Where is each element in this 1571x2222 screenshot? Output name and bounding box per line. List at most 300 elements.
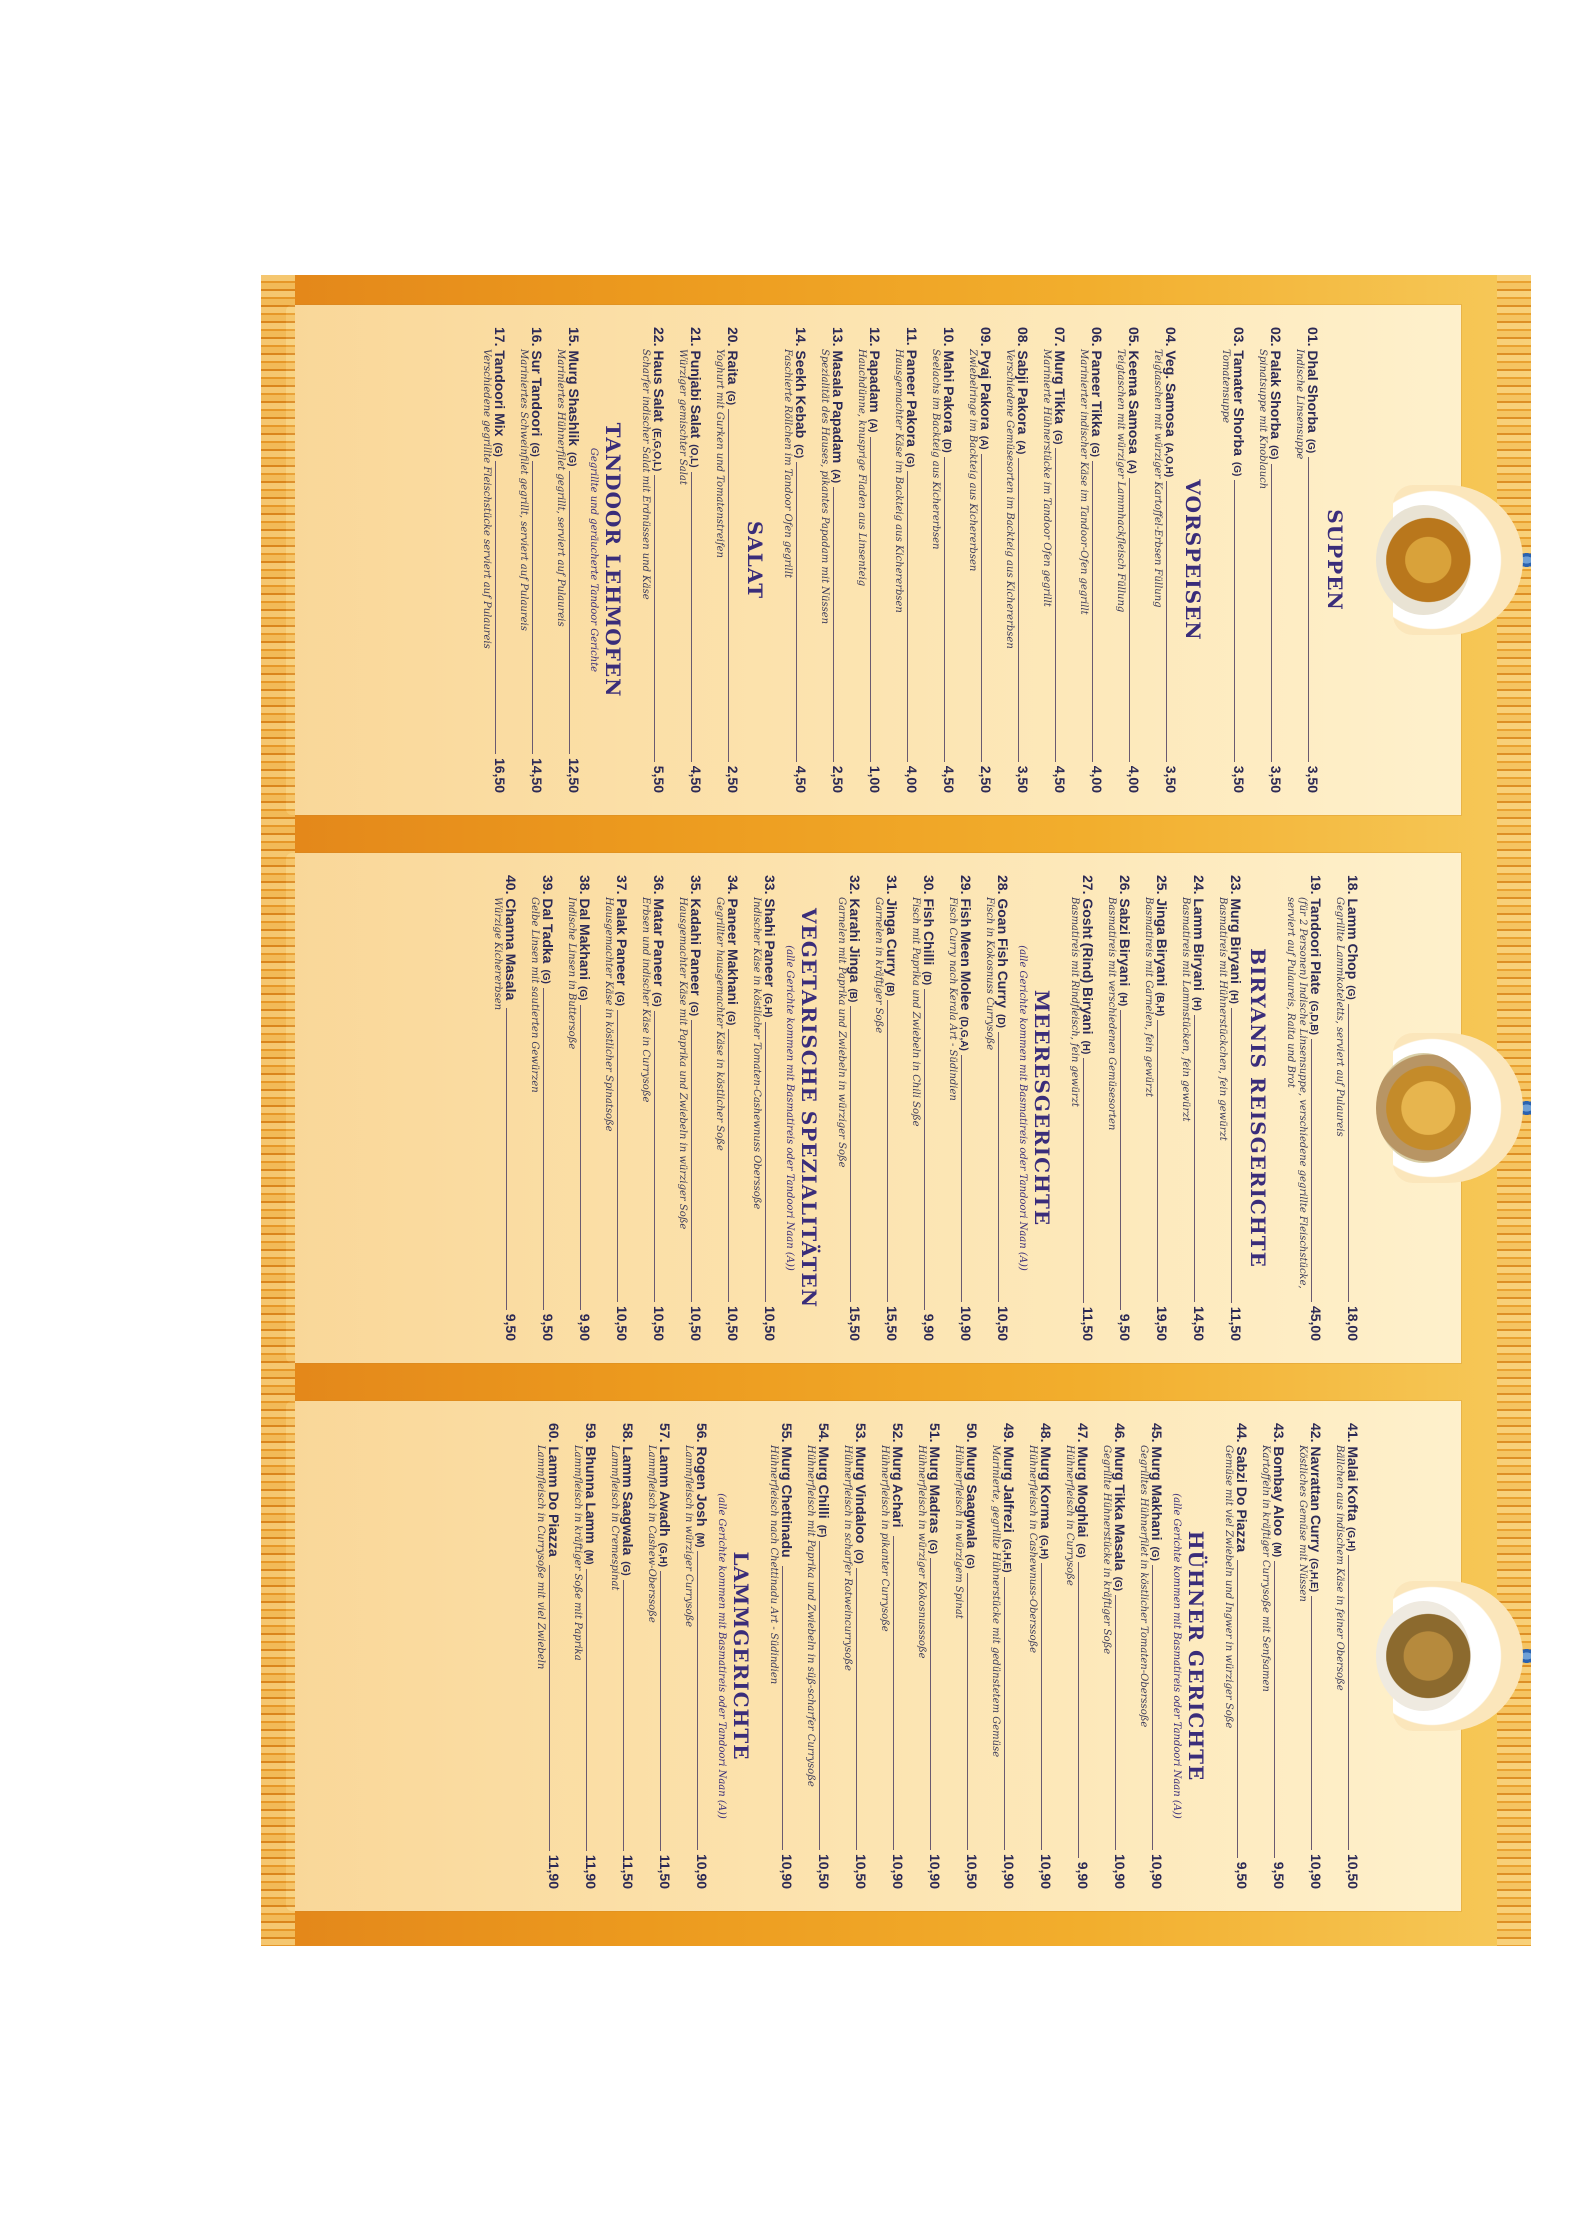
- menu-item-price: 4,50: [793, 765, 809, 793]
- menu-item-price: 9,90: [921, 1313, 937, 1341]
- menu-item-line: [779, 1423, 795, 1889]
- menu-item-description: (für 2 Personen) Indische Linsensuppe, verschiedene gegrillte Fleischstücke, serviert auf Pulaureis, Raita und Brot: [1285, 897, 1308, 1289]
- allergen-code: (E,G,O,L): [651, 427, 662, 472]
- menu-item-price: 9,50: [1117, 1313, 1133, 1341]
- allergen-code: (O,L): [688, 444, 699, 468]
- dotted-leader: [1237, 1560, 1238, 1858]
- menu-item-name: 12. Papadam: [867, 327, 883, 413]
- menu-item-description: Hühnerfleisch in würzigem Spinat: [953, 1445, 964, 1619]
- dotted-leader: [967, 1573, 968, 1850]
- menu-item-price: 3,50: [1305, 765, 1321, 793]
- menu-item-name: 45. Murg Makhani: [1149, 1423, 1165, 1541]
- menu-item-description: Lammfleisch in kräftiger Soße mit Paprika: [572, 1445, 583, 1661]
- allergen-code: (F): [816, 1524, 827, 1538]
- menu-item-line: [1191, 875, 1207, 1341]
- dotted-leader: [580, 1005, 581, 1310]
- menu-item-name: 24. Lamm Biryani: [1191, 875, 1207, 991]
- menu-item-name: 25. Jinga Biryani: [1154, 875, 1170, 987]
- menu-item-line: [1154, 875, 1170, 1341]
- menu-item-line: [1308, 1423, 1324, 1889]
- menu-item-price: 4,50: [941, 765, 957, 793]
- allergen-code: (A): [830, 469, 841, 484]
- allergen-code: (G): [1305, 438, 1316, 454]
- menu-item-name: 54. Murg Chilli: [816, 1423, 832, 1519]
- menu-item-description: Hühnerfleisch in Cashewnuss-Oberssoße: [1027, 1445, 1038, 1654]
- allergen-code: (A,O,H): [1163, 442, 1174, 478]
- menu-item: [878, 1423, 906, 1889]
- menu-item: [1296, 1423, 1324, 1889]
- menu-item: [639, 327, 667, 793]
- menu-item-name: 50. Murg Saagwala: [964, 1423, 980, 1549]
- menu-item-price: 4,00: [904, 765, 920, 793]
- menu-item-name: 40. Channa Masala: [503, 875, 519, 1001]
- dotted-leader: [833, 487, 834, 762]
- allergen-code: (G): [1268, 445, 1279, 460]
- menu-item-name: 49. Murg Jalfrezi: [1001, 1423, 1017, 1533]
- menu-item: [1259, 1423, 1287, 1889]
- menu-item-name: 28. Goan Fish Curry: [995, 875, 1011, 1009]
- menu-item-name: 30. Fish Chilli: [921, 875, 937, 966]
- menu-item-line: [688, 327, 704, 793]
- dotted-leader: [728, 1029, 729, 1302]
- menu-item: [767, 1423, 795, 1889]
- menu-item-description: Gegrilltes Hühnerfilet in köstlicher Tomaten-Oberssoße: [1138, 1445, 1149, 1728]
- dotted-leader: [1311, 1039, 1312, 1302]
- menu-item-line: [492, 327, 508, 793]
- menu-item-price: 16,50: [492, 757, 508, 793]
- menu-item: [841, 1423, 869, 1889]
- dotted-leader: [796, 462, 797, 762]
- menu-item-line: [978, 327, 994, 793]
- menu-item-price: 11,90: [546, 1854, 562, 1889]
- menu-item-price: 2,50: [725, 765, 741, 793]
- menu-item-price: 10,90: [1038, 1853, 1054, 1889]
- menu-item-name: 34. Paneer Makhani: [725, 875, 741, 1005]
- allergen-code: (C): [793, 444, 804, 459]
- menu-item-line: [921, 875, 937, 1341]
- menu-item-line: [904, 327, 920, 793]
- menu-item: [713, 327, 741, 793]
- menu-item-line: [1231, 327, 1247, 793]
- menu-item-name: 32. Karahi Jinga: [847, 875, 863, 983]
- menu-item: [1040, 327, 1068, 793]
- allergen-code: (D): [921, 971, 932, 986]
- menu-item-line: [620, 1423, 636, 1889]
- menu-item-price: 3,50: [1163, 765, 1179, 793]
- menu-item-line: [529, 327, 545, 793]
- allergen-code: (G,H,E): [1308, 1558, 1319, 1593]
- menu-item-name: 23. Murg Biryani: [1228, 875, 1244, 984]
- menu-item-line: [1228, 875, 1244, 1341]
- menu-item-line: [540, 875, 556, 1341]
- menu-item-line: [1268, 327, 1284, 793]
- menu-item: [1142, 875, 1170, 1341]
- section-title: HÜHNER GERICHTE: [1184, 1530, 1208, 1782]
- menu-item-price: 2,50: [978, 765, 994, 793]
- menu-item-name: 47. Murg Moghlai: [1075, 1423, 1091, 1538]
- menu-item-line: [847, 875, 863, 1341]
- allergen-code: (G): [1089, 442, 1100, 457]
- menu-item-line: [694, 1423, 710, 1889]
- menu-item-price: 4,50: [1052, 765, 1068, 793]
- menu-item-name: 35. Kadahi Paneer: [688, 875, 704, 996]
- menu-item-name: 04. Veg. Samosa: [1163, 327, 1179, 437]
- dotted-leader: [654, 1011, 655, 1302]
- menu-item-line: [566, 327, 582, 793]
- menu-item-price: 10,50: [725, 1305, 741, 1341]
- menu-panel-right: [286, 1401, 1461, 1911]
- menu-item: [639, 875, 667, 1341]
- allergen-code: (G): [577, 986, 588, 1001]
- menu-item: [1105, 875, 1133, 1341]
- menu-item-name: 22. Haus Salat: [651, 327, 667, 422]
- menu-item-price: 9,90: [1075, 1861, 1091, 1889]
- dotted-leader: [1194, 1015, 1195, 1302]
- menu-item-name: 43. Bombay Aloo: [1271, 1423, 1287, 1537]
- menu-item-description: Indische Linsen in Buttersoße: [566, 897, 577, 1050]
- menu-item-description: Kartoffeln in kräftiger Currysoße mit Senfsamen: [1260, 1445, 1271, 1692]
- section-title: SUPPEN: [1323, 509, 1347, 611]
- menu-item: [645, 1423, 673, 1889]
- menu-item-description: Basmatireis mit Garnelen, fein gewürzt: [1143, 897, 1154, 1098]
- menu-item-description: Hauchdünne, knusprige Fladen aus Linsenteig: [856, 349, 867, 587]
- menu-item: [915, 1423, 943, 1889]
- dotted-leader: [1129, 478, 1130, 762]
- menu-item-name: 20. Raita: [725, 327, 741, 385]
- menu-item-price: 10,90: [890, 1853, 906, 1889]
- dotted-leader: [1018, 458, 1019, 761]
- menu-item-price: 10,50: [614, 1305, 630, 1341]
- allergen-code: (B): [884, 982, 895, 997]
- dotted-leader: [1083, 1058, 1084, 1302]
- dotted-leader: [924, 989, 925, 1310]
- menu-item-line: [793, 327, 809, 793]
- menu-item-description: Hühnerfleisch in würziger Kokosnusssoße: [916, 1445, 927, 1659]
- menu-item-line: [725, 875, 741, 1341]
- dotted-leader: [617, 1010, 618, 1302]
- menu-item-line: [1112, 1423, 1128, 1889]
- menu-item-name: 08. Sabji Pakora: [1015, 327, 1031, 435]
- menu-item-name: 60. Lamm Do Piazza: [546, 1423, 562, 1557]
- menu-item: [781, 327, 809, 793]
- menu-item-description: Scharfer indischer Salat mit Erdnüssen und Käse: [640, 349, 651, 600]
- allergen-code: (G): [620, 1561, 631, 1576]
- allergen-code: (B,H): [1154, 992, 1165, 1017]
- menu-item-line: [577, 875, 593, 1341]
- menu-item-price: 15,50: [884, 1305, 900, 1341]
- menu-item-price: 9,50: [503, 1313, 519, 1341]
- menu-item: [517, 327, 545, 793]
- allergen-code: (G): [964, 1554, 975, 1569]
- dotted-leader: [1157, 1020, 1158, 1302]
- allergen-code: (M): [694, 1532, 705, 1548]
- menu-item-description: Marinierte, gegrillte Hühnerstücke mit gedünstetem Gemüse: [990, 1445, 1001, 1758]
- menu-item: [892, 327, 920, 793]
- menu-item-description: Verschiedene Gemüsesorten im Backteig aus Kichererbsen: [1004, 349, 1015, 649]
- menu-item-name: 38. Dal Makhani: [577, 875, 593, 981]
- menu-item-name: 17. Tandoori Mix: [492, 327, 508, 437]
- allergen-code: (G): [904, 452, 915, 468]
- allergen-code: (H): [1080, 1040, 1091, 1055]
- menu-item-name: 10. Mahi Pakora: [941, 327, 957, 433]
- menu-item-description: Teigtaschen mit würziger Lammhackfleisch Füllung: [1115, 349, 1126, 613]
- dotted-leader: [1041, 1563, 1042, 1850]
- menu-item: [1068, 875, 1096, 1341]
- menu-item-line: [762, 875, 778, 1341]
- allergen-code: (G): [1112, 1576, 1123, 1592]
- section-note: (alle Gerichte kommen mit Basmatireis oder Tandoori Naan (A)): [1017, 945, 1028, 1271]
- menu-item-line: [816, 1423, 832, 1889]
- dotted-leader: [782, 1566, 783, 1850]
- menu-item-price: 10,90: [958, 1305, 974, 1341]
- dotted-leader: [1166, 481, 1167, 762]
- menu-item-price: 18,00: [1345, 1305, 1361, 1341]
- allergen-code: (G): [725, 1010, 736, 1026]
- menu-item-name: 59. Bhunna Lamm: [583, 1423, 599, 1544]
- allergen-code: (O): [853, 1549, 864, 1564]
- menu-item-description: Indische Linsensuppe: [1294, 349, 1305, 460]
- menu-item-price: 10,50: [1345, 1853, 1361, 1889]
- menu-item: [804, 1423, 832, 1889]
- menu-item: [929, 327, 957, 793]
- menu-item: [818, 327, 846, 793]
- menu-item-name: 58. Lamm Saagwala: [620, 1423, 636, 1556]
- menu-item: [952, 1423, 980, 1889]
- dotted-leader: [1152, 1565, 1153, 1850]
- dotted-leader: [586, 1569, 587, 1851]
- menu-item-description: Lammfleisch in Cremespinat: [609, 1445, 620, 1591]
- menu-item: [983, 875, 1011, 1341]
- section-title: VEGETARISCHE SPEZIALITÄTEN: [797, 907, 821, 1309]
- menu-item-description: Mariniertes Hühnerfilet gegrillt, serviert auf Pulaureis: [555, 349, 566, 627]
- allergen-code: (G): [1231, 461, 1242, 477]
- menu-item-description: Fisch in Kokosnuss Currysoße: [984, 897, 995, 1051]
- allergen-code: (H): [1117, 992, 1128, 1007]
- menu-item-description: Indischer Käse in köstlicher Tomaten-Cashewnuss Oberssoße: [751, 897, 762, 1210]
- menu-item-line: [1345, 1423, 1361, 1889]
- dotted-leader: [887, 1000, 888, 1302]
- dotted-leader: [1234, 480, 1235, 761]
- menu-item-line: [614, 875, 630, 1341]
- menu-item: [1216, 875, 1244, 1341]
- allergen-code: (H): [1228, 989, 1239, 1004]
- dotted-leader: [532, 461, 533, 754]
- allergen-code: (G): [927, 1539, 938, 1554]
- dotted-leader: [728, 409, 729, 762]
- menu-item: [1026, 1423, 1054, 1889]
- dotted-leader: [1004, 1577, 1005, 1850]
- dotted-leader: [506, 1008, 507, 1309]
- dotted-leader: [1348, 1555, 1349, 1849]
- menu-item-name: 18. Lamm Chop: [1345, 875, 1361, 980]
- dotted-leader: [691, 472, 692, 762]
- menu-item-line: [503, 875, 519, 1341]
- menu-item-price: 11,50: [1228, 1306, 1244, 1341]
- menu-item-line: [853, 1423, 869, 1889]
- menu-column-left: [471, 327, 1361, 793]
- menu-item-description: Hühnerfleisch in pikanter Currysoße: [879, 1445, 890, 1632]
- allergen-code: (G,H,E): [1001, 1538, 1012, 1573]
- menu-item-name: 42. Navrattan Curry: [1308, 1423, 1324, 1553]
- allergen-code: (B): [847, 988, 858, 1003]
- section-note: (alle Gerichte kommen mit Basmatireis oder Tandoori Naan (A)): [716, 1493, 727, 1819]
- menu-item-name: 15. Murg Shashlik: [566, 327, 582, 447]
- menu-item-description: Würzige Kichererbsen: [492, 897, 503, 1011]
- dotted-leader: [1271, 464, 1272, 762]
- menu-item-price: 3,50: [1015, 765, 1031, 793]
- allergen-code: (G): [566, 452, 577, 467]
- menu-item: [872, 875, 900, 1341]
- allergen-code: (A): [867, 418, 878, 433]
- menu-item-description: Tomatensuppe: [1220, 349, 1231, 424]
- menu-item-line: [1117, 875, 1133, 1341]
- menu-item-name: 41. Malai Kofta: [1345, 1423, 1361, 1522]
- menu-item: [1179, 875, 1207, 1341]
- menu-item-description: Gegrillte Lammkoteletts, serviert auf Pulaureis: [1334, 897, 1345, 1137]
- dotted-leader: [623, 1580, 624, 1851]
- allergen-code: (G): [529, 442, 540, 457]
- allergen-code: (G): [725, 390, 736, 406]
- menu-item: [534, 1423, 562, 1889]
- menu-item-price: 9,90: [577, 1313, 593, 1341]
- allergen-code: (M): [583, 1549, 594, 1565]
- menu-item-description: Lammfleisch in Cashew-Oberssoße: [646, 1445, 657, 1623]
- menu-item-description: Hausgemachter Käse in köstlicher Spinatsoße: [603, 897, 614, 1132]
- kofta-dish-photo: [1376, 1601, 1471, 1711]
- allergen-code: (G): [1075, 1543, 1086, 1558]
- menu-item-description: Erbsen und indischer Käse in Currysoße: [640, 897, 651, 1103]
- section-title: TANDOOR LEHMOFEN: [601, 422, 625, 698]
- menu-item-line: [964, 1423, 980, 1889]
- menu-item-name: 14. Seekh Kebab: [793, 327, 809, 439]
- dotted-leader: [543, 988, 544, 1310]
- menu-item-description: Spezialität des Hauses, pikantes Papadam mit Nüssen: [819, 349, 830, 625]
- menu-item-price: 10,90: [1149, 1853, 1165, 1889]
- menu-item-line: [1052, 327, 1068, 793]
- menu-item-price: 11,50: [657, 1854, 673, 1889]
- menu-item-description: Hühnerfleisch in scharfer Rotweincurrysoße: [842, 1445, 853, 1671]
- menu-item-price: 10,50: [995, 1305, 1011, 1341]
- menu-item-name: 39. Dal Tadka: [540, 875, 556, 964]
- dotted-leader: [569, 471, 570, 754]
- menu-item-description: Hühnerfleisch in Currysoße: [1064, 1445, 1075, 1586]
- menu-item: [835, 875, 863, 1341]
- menu-item-name: 31. Jinga Curry: [884, 875, 900, 977]
- section-title: MEERESGERICHTE: [1030, 989, 1054, 1227]
- menu-item: [1137, 1423, 1165, 1889]
- menu-item: [909, 875, 937, 1341]
- menu-item: [676, 875, 704, 1341]
- allergen-code: (G): [1149, 1546, 1160, 1561]
- menu-item: [602, 875, 630, 1341]
- menu-item-price: 1,00: [867, 765, 883, 793]
- menu-item-price: 10,90: [927, 1853, 943, 1889]
- curry-dish-photo: [1376, 505, 1471, 615]
- menu-item-line: [1015, 327, 1031, 793]
- menu-item-price: 10,90: [1308, 1853, 1324, 1889]
- allergen-code: (G,H): [1345, 1527, 1356, 1552]
- menu-item-line: [1126, 327, 1142, 793]
- dotted-leader: [1274, 1561, 1275, 1858]
- menu-item-price: 11,50: [620, 1854, 636, 1889]
- menu-item-name: 11. Paneer Pakora: [904, 327, 920, 447]
- menu-item-description: Spinatsuppe mit Knoblauch: [1257, 349, 1268, 490]
- dotted-leader: [893, 1536, 894, 1850]
- menu-item-description: Hausgemachter Käse mit Paprika und Zwiebeln in würziger Soße: [677, 897, 688, 1230]
- menu-item-price: 11,90: [583, 1854, 599, 1889]
- menu-item-description: Garnelen mit Paprika und Zwiebeln in würziger Soße: [836, 897, 847, 1168]
- menu-item-price: 10,50: [688, 1305, 704, 1341]
- menu-item-description: Faschierte Röllchen im Tandoor Ofen gegrillt: [782, 349, 793, 579]
- menu-item-description: Marinierter indischer Käse im Tandoor-Ofen gegrillt: [1078, 349, 1089, 615]
- menu-item-line: [1080, 875, 1096, 1341]
- section-note: (alle Gerichte kommen mit Basmatireis oder Tandoori Naan (A)): [1171, 1493, 1182, 1819]
- menu-item: [1256, 327, 1284, 793]
- menu-item-name: 09. Pyaj Pakora: [978, 327, 994, 430]
- menu-item-price: 19,50: [1154, 1305, 1170, 1341]
- menu-item: [750, 875, 778, 1341]
- menu-item-description: Fisch Curry nach Kerala Art - Südindien: [947, 897, 958, 1101]
- menu-item-description: Hühnerfleisch nach Chettinadu Art - Südindien: [768, 1445, 779, 1685]
- menu-item: [491, 875, 519, 1341]
- dotted-leader: [697, 1551, 698, 1849]
- menu-item-description: Basmatireis mit verschiedenen Gemüsesorten: [1106, 897, 1117, 1131]
- menu-item-price: 45,00: [1308, 1305, 1324, 1341]
- menu-item-name: 21. Punjabi Salat: [688, 327, 704, 439]
- menu-item-line: [1163, 327, 1179, 793]
- dotted-leader: [1092, 461, 1093, 762]
- menu-item: [676, 327, 704, 793]
- menu-item-price: 10,50: [762, 1305, 778, 1341]
- menu-item-price: 4,50: [688, 765, 704, 793]
- allergen-code: (G): [540, 969, 551, 984]
- dotted-leader: [1231, 1008, 1232, 1303]
- menu-item-name: 48. Murg Korma: [1038, 1423, 1054, 1529]
- dotted-leader: [1055, 448, 1056, 761]
- menu-panel-middle: [286, 853, 1461, 1363]
- menu-item-name: 19. Tandoori Plate: [1308, 875, 1324, 995]
- menu-item-name: 01. Dhal Shorba: [1305, 327, 1321, 433]
- dotted-leader: [495, 461, 496, 754]
- menu-item: [966, 327, 994, 793]
- menu-item-name: 57. Lamm Awadh: [657, 1423, 673, 1537]
- menu-column-right: [525, 1423, 1361, 1889]
- dotted-leader: [856, 1568, 857, 1850]
- menu-item-name: 36. Matar Paneer: [651, 875, 667, 987]
- dotted-leader: [961, 1055, 962, 1302]
- menu-item-price: 9,50: [1234, 1861, 1250, 1889]
- menu-item-line: [1305, 327, 1321, 793]
- menu-item-description: Gelbe Linsen mit sautierten Gewürzen: [529, 897, 540, 1093]
- menu-item: [1284, 875, 1324, 1341]
- dotted-leader: [1311, 1596, 1312, 1850]
- menu-item-price: 11,50: [1080, 1306, 1096, 1341]
- menu-item-line: [927, 1423, 943, 1889]
- menu-item-price: 9,50: [540, 1313, 556, 1341]
- menu-item-description: Lammfleisch in Currysoße mit viel Zwiebeln: [535, 1445, 546, 1670]
- menu-item-name: 06. Paneer Tikka: [1089, 327, 1105, 437]
- section-title: VORSPEISEN: [1181, 479, 1205, 641]
- menu-item-description: Zwiebelringe im Backteig aus Kichererbsen: [967, 349, 978, 572]
- menu-item-line: [583, 1423, 599, 1889]
- allergen-code: (G,H): [657, 1542, 668, 1568]
- menu-item: [480, 327, 508, 793]
- menu-item-description: Teigtaschen mit würziger Kartoffel-Erbsen Füllung: [1152, 349, 1163, 608]
- allergen-code: (M): [1271, 1542, 1282, 1558]
- menu-item-description: Gemüse mit viel Zwiebeln und Ingwer in würziger Soße: [1223, 1445, 1234, 1729]
- menu-item-description: Gegrillte Hühnerstücke in kräftiger Soße: [1101, 1445, 1112, 1655]
- menu-item: [855, 327, 883, 793]
